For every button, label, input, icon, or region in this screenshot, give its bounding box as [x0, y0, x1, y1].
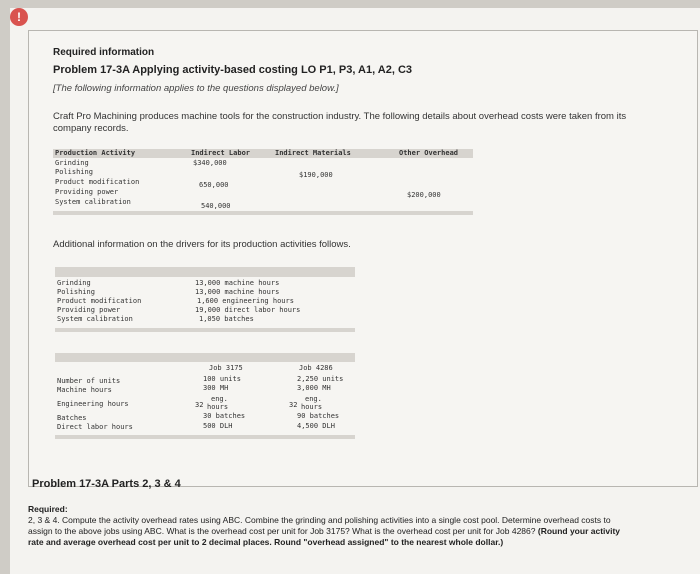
- required-text: 2, 3 & 4. Compute the activity overhead rates using ABC. Combine the grinding and polishing activities into a single cost pool. Determine overhead costs to assign to the above jobs using ABC. What is the overhead cost per unit for Job 3175? What is the overhead cost per unit for Job 4286?: [28, 515, 611, 536]
- table-cell: $340,000: [193, 159, 227, 167]
- table-cell: Providing power: [57, 306, 121, 314]
- table-cell: $200,000: [407, 191, 441, 199]
- intro-text: Craft Pro Machining produces machine tools for the construction industry. The following details about overhead costs were taken from its company records.: [53, 111, 627, 134]
- instruction-note: [The following information applies to the questions displayed below.]: [53, 83, 339, 94]
- table-header: Indirect Materials: [275, 149, 351, 157]
- table-header-band: [55, 267, 355, 277]
- required-section: [28, 504, 628, 548]
- table-cell: 500 DLH: [203, 422, 233, 430]
- table-cell: 1,050 batches: [199, 315, 254, 323]
- table-cell: 90 batches: [297, 412, 340, 420]
- table-header: Indirect Labor: [191, 149, 251, 157]
- table-cell: hours: [207, 403, 229, 411]
- table-cell: hours: [301, 403, 323, 411]
- table-cell: eng.: [211, 395, 228, 403]
- table-footer-band: [53, 211, 473, 215]
- table-cell: Grinding: [57, 279, 91, 287]
- table-cell: Product modification: [55, 178, 140, 186]
- table-header-band: [55, 353, 355, 362]
- table-cell: System calibration: [55, 198, 131, 206]
- page: [10, 8, 700, 574]
- table-cell: 1,600 engineering hours: [197, 297, 294, 305]
- activity-drivers-table: [55, 267, 355, 339]
- table-cell: Direct labor hours: [57, 423, 133, 431]
- table-cell: Product modification: [57, 297, 142, 305]
- table-cell: 32: [195, 401, 204, 409]
- table-cell: Number of units: [57, 377, 121, 385]
- table-cell: Batches: [57, 414, 87, 422]
- table-cell: Engineering hours: [57, 400, 129, 408]
- table-cell: $190,000: [299, 171, 333, 179]
- table-header: Job 3175: [209, 364, 243, 372]
- table-cell: 30 batches: [203, 412, 246, 420]
- table-cell: 32: [289, 401, 298, 409]
- table-cell: 3,000 MH: [297, 384, 331, 392]
- table-cell: Providing power: [55, 188, 119, 196]
- overhead-costs-table: [53, 149, 473, 221]
- table-header: Job 4286: [299, 364, 333, 372]
- table-cell: Grinding: [55, 159, 89, 167]
- job-details-table: [55, 353, 355, 445]
- table-cell: Polishing: [57, 288, 95, 296]
- table-cell: Polishing: [55, 168, 93, 176]
- problem-card: [28, 30, 698, 487]
- table-cell: 300 MH: [203, 384, 229, 392]
- table-cell: 100 units: [203, 375, 241, 383]
- table-cell: 13,000 machine hours: [195, 288, 280, 296]
- table-cell: 13,000 machine hours: [195, 279, 280, 287]
- alert-icon: !: [10, 8, 28, 26]
- rounding-instructions: (Round your activity rate and average overhead cost per unit to 2 decimal places. Round "overhead assigned" to the nearest whole dollar.): [28, 526, 621, 547]
- table-cell: 540,000: [201, 202, 231, 210]
- additional-info-text: Additional information on the drivers for its production activities follows.: [53, 239, 351, 250]
- required-information-heading: Required information: [53, 47, 155, 58]
- table-cell: eng.: [305, 395, 322, 403]
- table-cell: 19,000 direct labor hours: [195, 306, 301, 314]
- table-cell: 650,000: [199, 181, 229, 189]
- problem-title: Problem 17-3A Applying activity-based costing LO P1, P3, A1, A2, C3: [53, 64, 413, 76]
- table-cell: Machine hours: [57, 386, 112, 394]
- parts-title: Problem 17-3A Parts 2, 3 & 4: [32, 478, 181, 490]
- table-footer-band: [55, 435, 355, 439]
- table-cell: 4,500 DLH: [297, 422, 335, 430]
- table-cell: 2,250 units: [297, 375, 344, 383]
- table-header: Other Overhead: [399, 149, 459, 157]
- table-header: Production Activity: [55, 149, 136, 157]
- required-label: Required:: [28, 504, 68, 514]
- table-footer-band: [55, 328, 355, 332]
- table-cell: System calibration: [57, 315, 133, 323]
